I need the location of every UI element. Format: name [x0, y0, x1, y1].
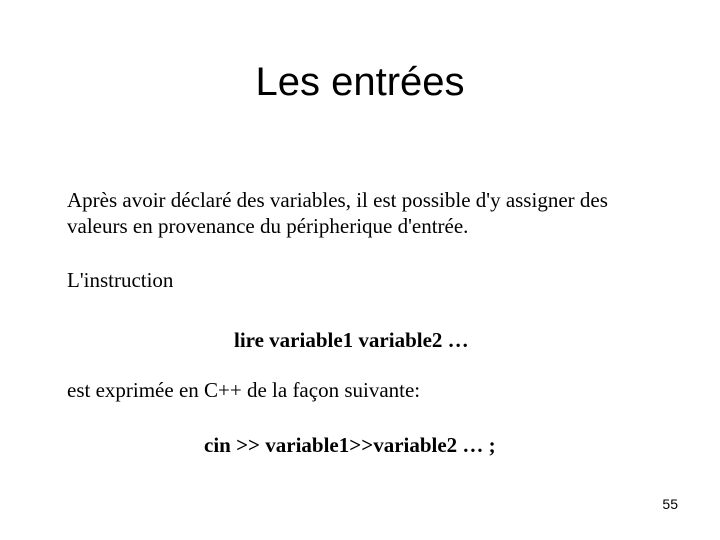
- intro-line-1: Après avoir déclaré des variables, il est possible d'y assigner des: [67, 188, 608, 212]
- intro-paragraph: [67, 187, 687, 239]
- page-number: 55: [662, 496, 678, 512]
- slide-title: Les entrées: [255, 60, 465, 104]
- pseudocode-line: lire variable1 variable2 …: [234, 328, 469, 352]
- cpp-code-line: cin >> variable1>>variable2 … ;: [204, 433, 496, 457]
- instruction-label: L'instruction: [67, 268, 174, 292]
- cpp-description: est exprimée en C++ de la façon suivante:: [67, 378, 421, 402]
- intro-line-2: valeurs en provenance du péripherique d'entrée.: [67, 214, 469, 238]
